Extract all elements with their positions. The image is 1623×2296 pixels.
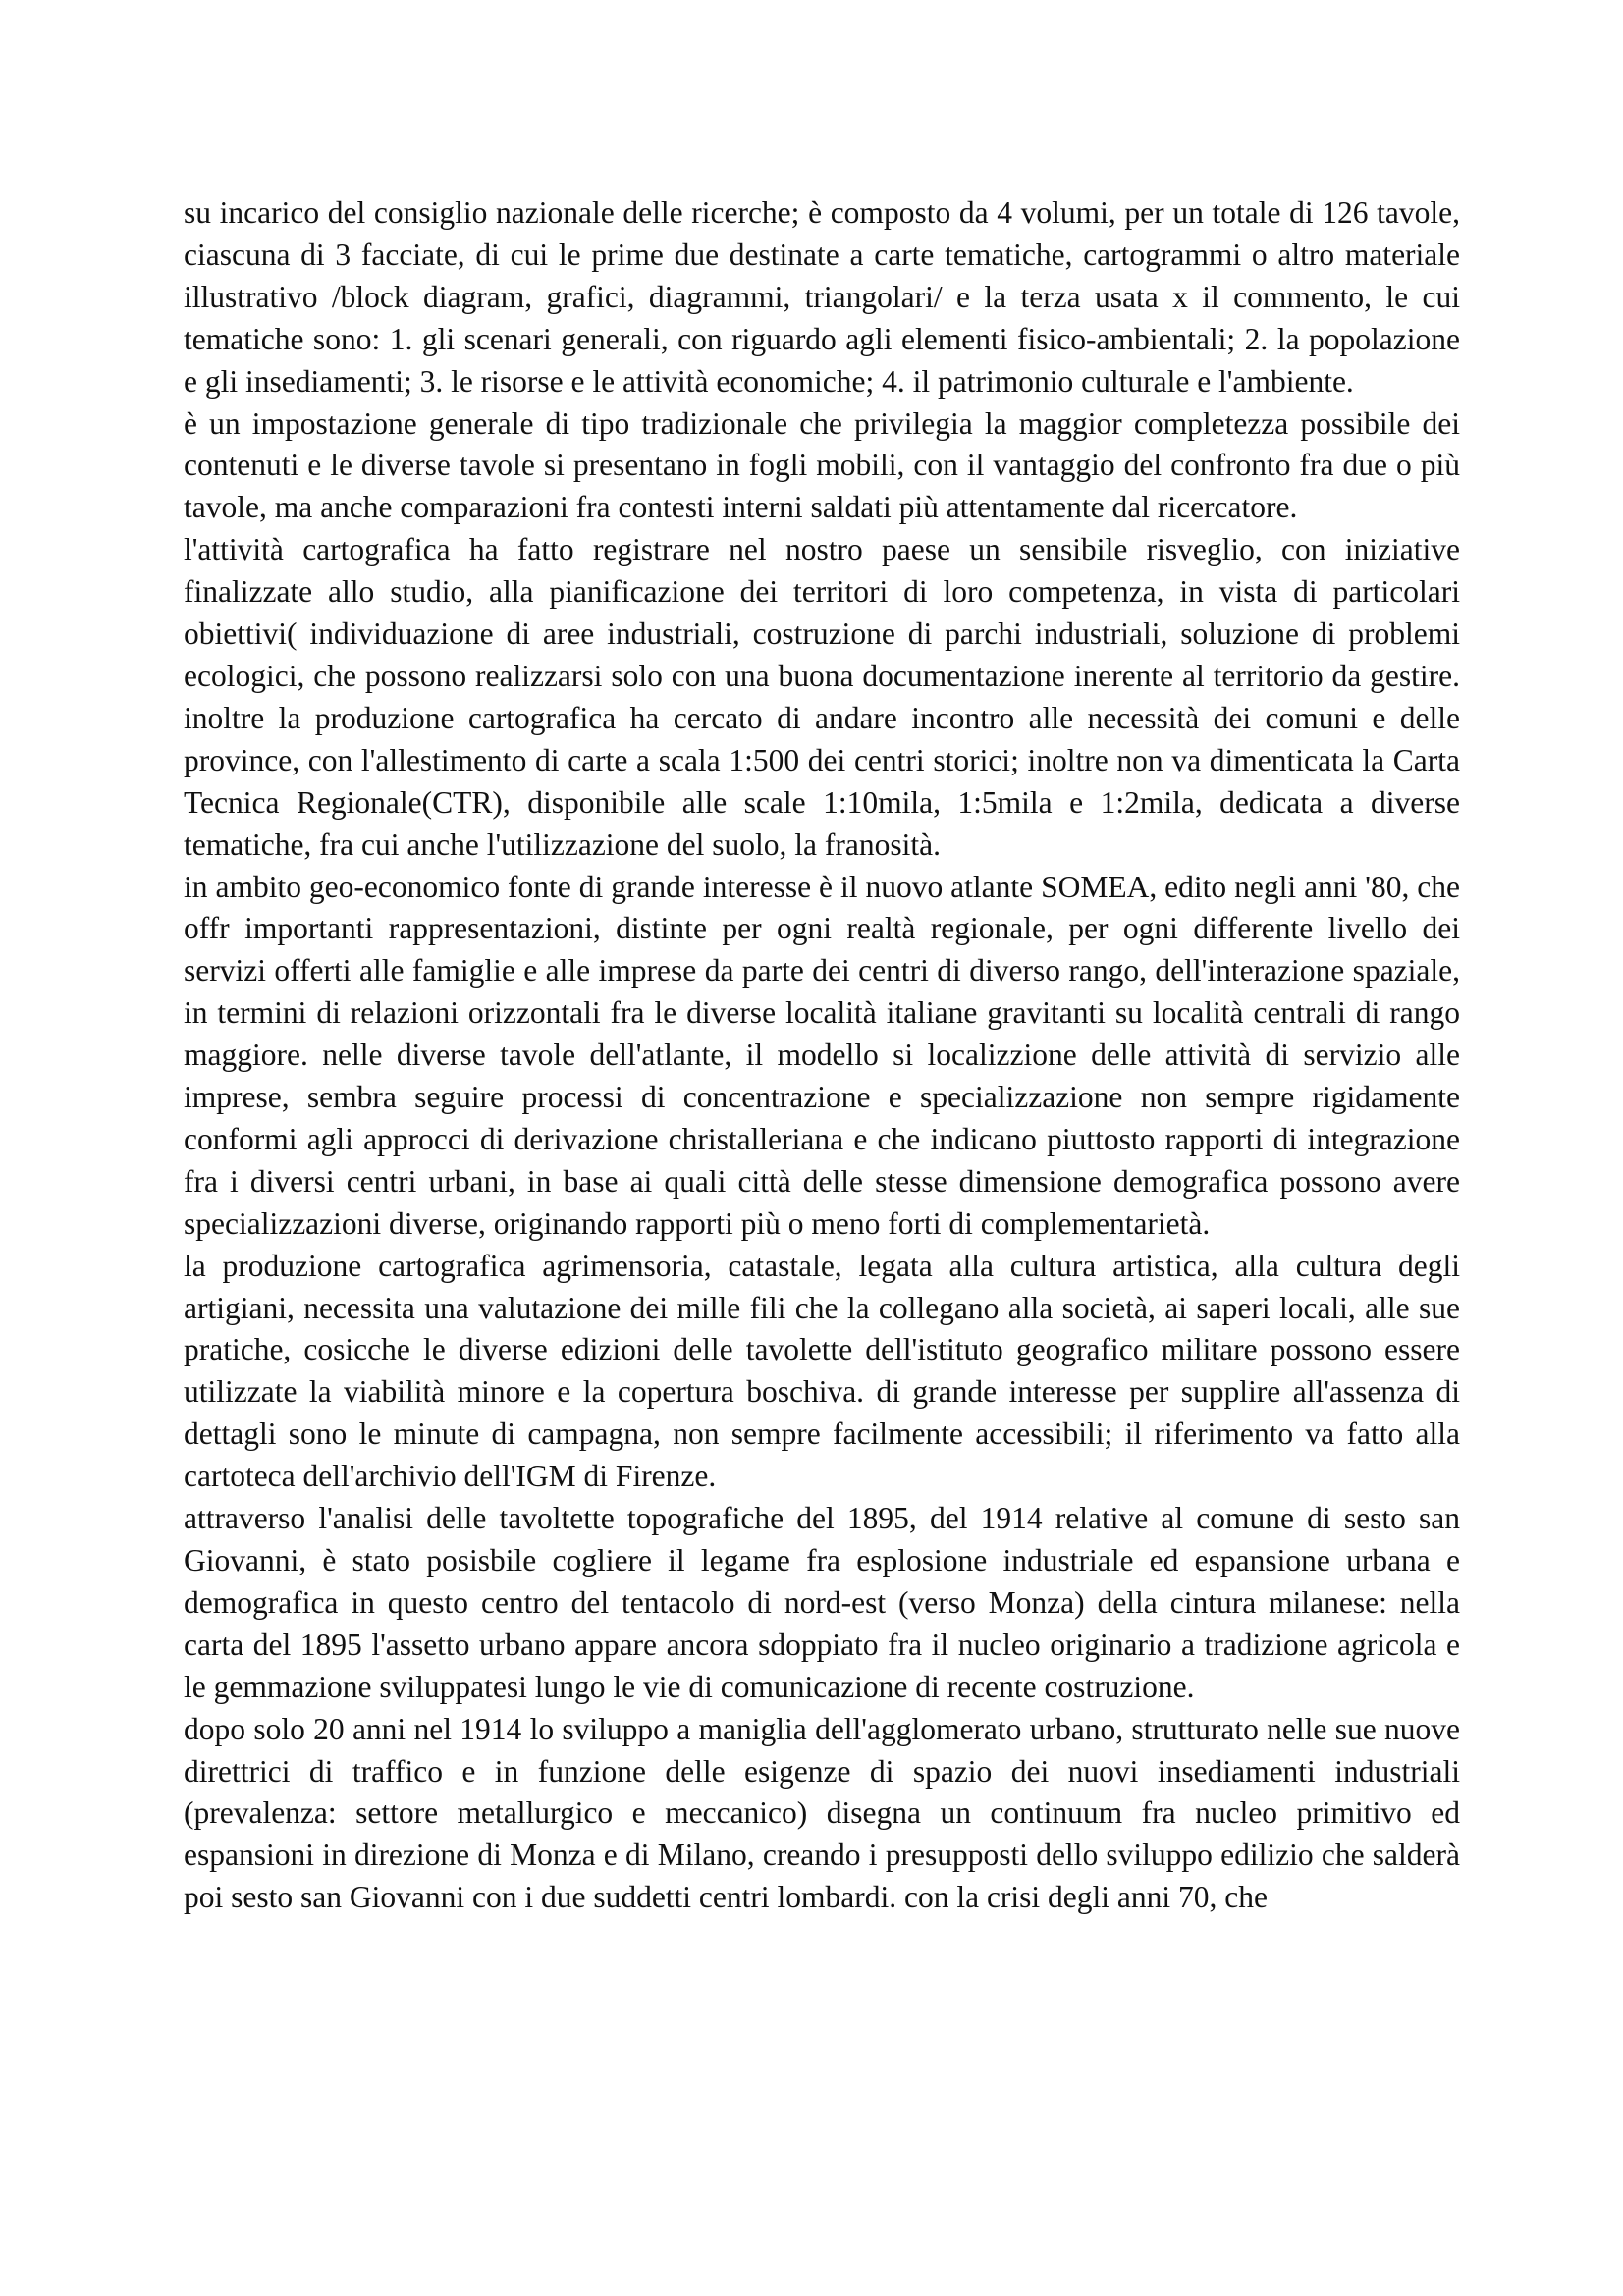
paragraph-sesto-1895: attraverso l'analisi delle tavoltette topografiche del 1895, del 1914 relative al comune di sesto san Giovanni, è stato posisbile cogliere il legame fra esplosione industriale ed espansione urbana e demografica in questo centro del tentacolo di nord-est (verso Monza) della cintura milanese: nella carta del 1895 l'assetto urbano appare ancora sdoppiato fra il nucleo originario a tradizione agricola e le gemmazione sviluppatesi lungo le vie di comunicazione di recente costruzione.	[184, 1501, 1460, 1704]
body-text	[184, 192, 1460, 1919]
paragraph-cnr-atlas: su incarico del consiglio nazionale delle ricerche; è composto da 4 volumi, per un totale di 126 tavole, ciascuna di 3 facciate, di cui le prime due destinate a carte tematiche, cartogrammi o altro materiale illustrativo /block diagram, grafici, diagrammi, triangolari/ e la terza usata x il commento, le cui tematiche sono: 1. gli scenari generali, con riguardo agli elementi fisico-ambientali; 2. la popolazione e gli insediamenti; 3. le risorse e le attività economiche; 4. il patrimonio culturale e l'ambiente.	[184, 195, 1460, 399]
paragraph-sesto-1914: dopo solo 20 anni nel 1914 lo sviluppo a maniglia dell'agglomerato urbano, strutturato nelle sue nuove direttrici di traffico e in funzione delle esigenze di spazio dei nuovi insediamenti industriali (prevalenza: settore metallurgico e meccanico) disegna un continuum fra nucleo primitivo ed espansioni in direzione di Monza e di Milano, creando i presupposti dello sviluppo edilizio che salderà poi sesto san Giovanni con i due suddetti centri lombardi. con la crisi degli anni 70, che	[184, 1711, 1460, 1915]
paragraph-general-setting: è un impostazione generale di tipo tradizionale che privilegia la maggior completezza possibile dei contenuti e le diverse tavole si presentano in fogli mobili, con il vantaggio del confronto fra due o più tavole, ma anche comparazioni fra contesti interni saldati più attentamente dal ricercatore.	[184, 405, 1460, 525]
paragraph-agrimensoria: la produzione cartografica agrimensoria, catastale, legata alla cultura artistica, alla cultura degli artigiani, necessita una valutazione dei mille fili che la collegano alla società, ai saperi locali, alle sue pratiche, cosicche le diverse edizioni delle tavolette dell'istituto geografico militare possono essere utilizzate la viabilità minore e la copertura boschiva. di grande interesse per supplire all'assenza di dettagli sono le minute di campagna, non sempre facilmente accessibili; il riferimento va fatto alla cartoteca dell'archivio dell'IGM di Firenze.	[184, 1248, 1460, 1494]
paragraph-somea-atlas: in ambito geo-economico fonte di grande interesse è il nuovo atlante SOMEA, edito negli anni '80, che offr importanti rappresentazioni, distinte per ogni realtà regionale, per ogni differente livello dei servizi offerti alle famiglie e alle imprese da parte dei centri di diverso rango, dell'interazione spaziale, in termini di relazioni orizzontali fra le diverse località italiane gravitanti su località centrali di rango maggiore. nelle diverse tavole dell'atlante, il modello si localizzione delle attività di servizio alle imprese, sembra seguire processi di concentrazione e specializzazione non sempre rigidamente conformi agli approcci di derivazione christalleriana e che indicano piuttosto rapporti di integrazione fra i diversi centri urbani, in base ai quali città delle stesse dimensione demografica possono avere specializzazioni diverse, originando rapporti più o meno forti di complementarietà.	[184, 869, 1460, 1241]
paragraph-cartographic-activity: l'attività cartografica ha fatto registrare nel nostro paese un sensibile risveglio, con iniziative finalizzate allo studio, alla pianificazione dei territori di loro competenza, in vista di particolari obiettivi( individuazione di aree industriali, costruzione di parchi industriali, soluzione di problemi ecologici, che possono realizzarsi solo con una buona documentazione inerente al territorio da gestire. inoltre la produzione cartografica ha cercato di andare incontro alle necessità dei comuni e delle province, con l'allestimento di carte a scala 1:500 dei centri storici; inoltre non va dimenticata la Carta Tecnica Regionale(CTR), disponibile alle scale 1:10mila, 1:5mila e 1:2mila, dedicata a diverse tematiche, fra cui anche l'utilizzazione del suolo, la franosità.	[184, 532, 1460, 862]
